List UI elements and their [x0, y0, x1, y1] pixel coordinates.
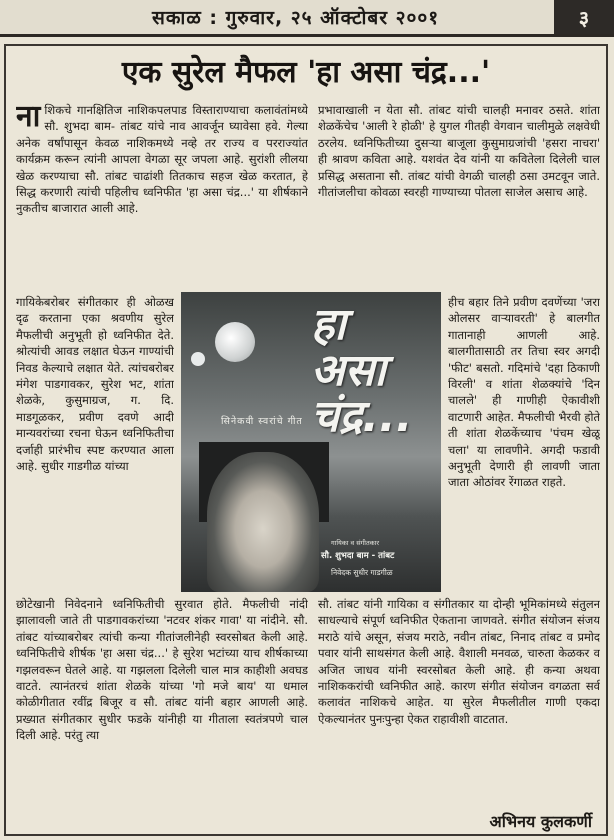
- newspaper-masthead: [0, 0, 614, 37]
- column-right-top: [318, 102, 600, 292]
- small-moon-image: [191, 352, 205, 366]
- cover-credit-label: गायिका व संगीतकार: [331, 539, 379, 547]
- column-left-top: [16, 102, 308, 292]
- cover-title: हा असा चंद्र...: [311, 299, 413, 442]
- column-left-bottom: [16, 596, 308, 834]
- column-right-narrow: [448, 294, 600, 594]
- headline: एक सुरेल मैफल 'हा असा चंद्र...': [121, 55, 491, 90]
- singer-portrait: [207, 452, 319, 592]
- byline: अभिनय कुलकर्णी: [489, 812, 592, 831]
- drop-cap: ना: [16, 102, 41, 134]
- cover-credit: सौ. शुभदा बाम - तांबट: [321, 551, 395, 561]
- column-right-bottom: [318, 596, 600, 804]
- album-cover-photo: [181, 292, 441, 592]
- paragraph-left-narrow: गायिकेबरोबर संगीतकार ही ओळख दृढ करताना एका श्रवणीय सुरेल मैफलीची अनुभूती हो ध्वनिफीत देते. श्रोत्यांची आवड लक्षात घेऊन गाण्यांची निवड केल्याचे लक्षात येते. त्यांचबरोबर मंगेश पाडगावकर, सुरेश भट, शांता शेळके, कुसुमाग्रज, ग. दि. माडगूळकर, प्रवीण दवणे आदी मान्यवरांच्या रचना घेऊन ध्वनिफितीचा दर्जाही प्रारंभीच स्पष्ट करण्यात आला आहे. सुधीर गाडगीळ यांच्या: [16, 295, 174, 474]
- page-number: ३: [554, 0, 614, 34]
- cover-composer: निवेदक सुधीर गाडगीळ: [331, 568, 393, 577]
- article: [4, 44, 608, 836]
- masthead-date-line: सकाळ : गुरुवार, २५ ऑक्टोबर २००१: [152, 7, 440, 29]
- column-left-narrow: [16, 294, 174, 594]
- paragraph-right-top: प्रभावाखाली न येता सौ. तांबट यांची चालही मनावर ठसते. शांता शेळकेंचेच 'आली रे होळी' हे युगल गीतही वेगवान चालीमुळे लक्षवेधी ठरलेय. ध्वनिफितीच्या दुसऱ्या बाजूला कुसुमाग्रजांची 'हसरा नाचरा' ही श्रावण कविता आहे. यशवंत देव यांनी या कवितेला दिलेली चाल प्रसिद्ध असताना सौ. तांबट यांची वेगळी चालही ठसा उमटवून जाते. गीतांजलीचा कोवळा स्वरही गाण्याच्या पोतला साजेल असाच आहे.: [318, 103, 600, 200]
- moon-image: [215, 322, 255, 362]
- cover-subtitle: सिनेकवी स्वरांचे गीत: [221, 416, 303, 427]
- paragraph-right-bottom: सौ. तांबट यांनी गायिका व संगीतकार या दोन्ही भूमिकांमध्ये संतुलन साधल्याचे संपूर्ण ध्वनिफीत ऐकताना जाणवते. संगीत संयोजन संजय मराठे यांचे असून, संजय मराठे, नवीन तांबट, निनाद तांबट व प्रमोद पवार यांनी साथसंगत केली आहे. वैशाली मनवळ, चारुता केळकर व अजित जाधव यांनी स्वरसोबत केली आहे. ही कन्या अथवा नाशिककरांची ध्वनिफीत आहे. कारण संगीत संयोजन वगळता सर्व कलावंत नाशिकचे आहेत. या सुरेल मैफलीतील गाणी एकदा ऐकल्यानंतर पुनःपुन्हा ऐकत राहावीशी वाटतात.: [318, 597, 600, 726]
- paragraph-left-top: शिकचे गानक्षितिज नाशिकपलपाड विस्ताराण्याचा कलावंतांमध्ये सौ. शुभदा बाम- तांबट यांचे नाव आवर्जून घ्यावेसा हवे. गेल्या अनेक वर्षांपासून केवळ नाशिकमध्ये नव्हे तर राज्य व परराज्यांत कार्यक्रम करून त्यांनी आपला वेगळा सूर जपला आहे. सुरांशी लीलया खेळ करण्याचा सौ. तांबट चाढांशी तितकाच सहज खेळ करतात, हे सिद्ध करणारी त्यांची पहिलीच ध्वनिफीत 'हा असा चंद्र...' या शीर्षकाने नुकतीच बाजारात आली आहे.: [16, 103, 308, 216]
- paragraph-left-bottom: छोटेखानी निवेदनाने ध्वनिफितीची सुरवात होते. मैफलीची नांदी झालावली जाते ती पाडगावकरांच्या 'नटवर शंकर गावा' या नांदीने. सौ. तांबट यांच्याबरोबर त्यांची कन्या गीतांजलीनेही स्वरसोबत केली आहे. ध्वनिफितीचे शीर्षक 'हा असा चंद्र...' हे सुरेश भटांच्या याच शीर्षकाच्या गझलवरून घेतले आहे. या गझलला दिलेली चाल मात्र काहीशी अवघड वाटते. त्यानंतरचं शांता शेळके यांच्या 'गो मजे बाय' या धमाल कोळीगीतात रवींद्र बिजूर व सौ. तांबट यांनी बहार आणली आहे. प्रख्यात संगीतकार सुधीर फडके यांनीही या गीताला स्वतंत्रपणे चाल दिली आहे. परंतु त्या: [16, 597, 308, 743]
- paragraph-right-narrow: हीच बहार तिने प्रवीण दवणेंच्या 'जरा ओलसर वाऱ्यावरती' हे बालगीत गातानाही आणली आहे. बालगीतासाठी तर तिचा स्वर अगदी 'फीट' बसतो. गदिमांचे 'दहा ठिकाणी विरली' व शांता शेळक्यांचे 'दिन चालले' ही गाणीही ऐकावीशी वाटणारी आहेत. मैफलीची भैरवी होते ती शांता शेळकेंच्याच 'पंचम खेळू चला' या लावणीने. अगदी फडावी अनुभूती देणारी ही लावणी जाता जाता ओठांवर रेंगाळत राहते.: [448, 295, 600, 490]
